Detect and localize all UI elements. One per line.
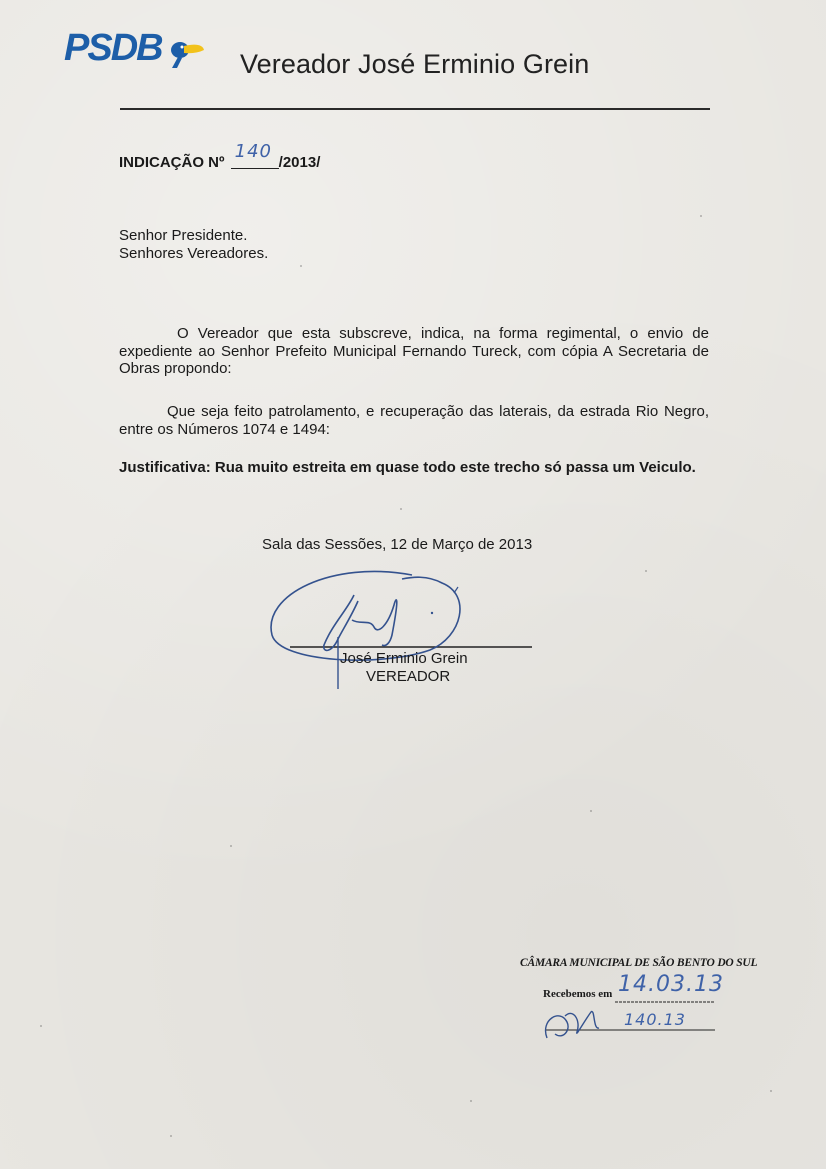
paper-speck	[170, 1135, 172, 1137]
place-date: Sala das Sessões, 12 de Março de 2013	[262, 536, 533, 553]
indicacao-suffix: /2013/	[278, 154, 321, 171]
paper-speck	[40, 1025, 42, 1027]
indicacao-line	[119, 141, 321, 171]
paper-speck	[230, 845, 232, 847]
paper-speck	[470, 1100, 472, 1102]
body-paragraph-2: Que seja feito patrolamento, e recuperação das laterais, da estrada Rio Negro, entre os Números 1074 e 1494:	[119, 403, 709, 438]
paper-speck	[300, 265, 302, 267]
reception-stamp	[515, 950, 758, 1050]
psdb-logo	[62, 24, 212, 74]
paper-speck	[590, 810, 592, 812]
psdb-logo-graphic	[62, 24, 212, 74]
stamp-markings	[515, 950, 758, 1050]
paper-speck	[700, 215, 702, 217]
indicacao-number-blank	[231, 141, 279, 169]
signer-name: José Erminio Grein	[340, 650, 468, 667]
header-title: Vereador José Erminio Grein	[240, 49, 590, 79]
logo-text: PSDB	[64, 27, 162, 69]
stamp-protocol-number: 140.13	[624, 1010, 686, 1029]
paper-speck	[400, 508, 402, 510]
paper-speck	[770, 1090, 772, 1092]
indicacao-number: 140	[234, 141, 273, 162]
signer-role: VEREADOR	[366, 668, 451, 685]
stamp-institution: CÂMARA MUNICIPAL DE SÃO BENTO DO SUL	[520, 957, 758, 969]
signature-block	[262, 565, 542, 695]
body-paragraph-1: O Vereador que esta subscreve, indica, na forma regimental, o envio de expediente ao Senhor Prefeito Municipal Fernando Tureck, com cópia A Secretaria de Obras propondo:	[119, 325, 709, 377]
salutation-line-2: Senhores Vereadores.	[119, 245, 269, 262]
salutation	[119, 227, 268, 263]
salutation-line-1: Senhor Presidente.	[119, 227, 248, 244]
paper-speck	[645, 570, 647, 572]
stamp-received-label: Recebemos em	[543, 988, 613, 1000]
indicacao-prefix: INDICAÇÃO Nº	[119, 154, 225, 171]
header-divider	[120, 108, 710, 110]
stamp-received-date: 14.03.13	[618, 972, 724, 997]
justificativa-paragraph: Justificativa: Rua muito estreita em quase todo este trecho só passa um Veiculo.	[119, 459, 696, 476]
toucan-icon	[171, 42, 204, 68]
